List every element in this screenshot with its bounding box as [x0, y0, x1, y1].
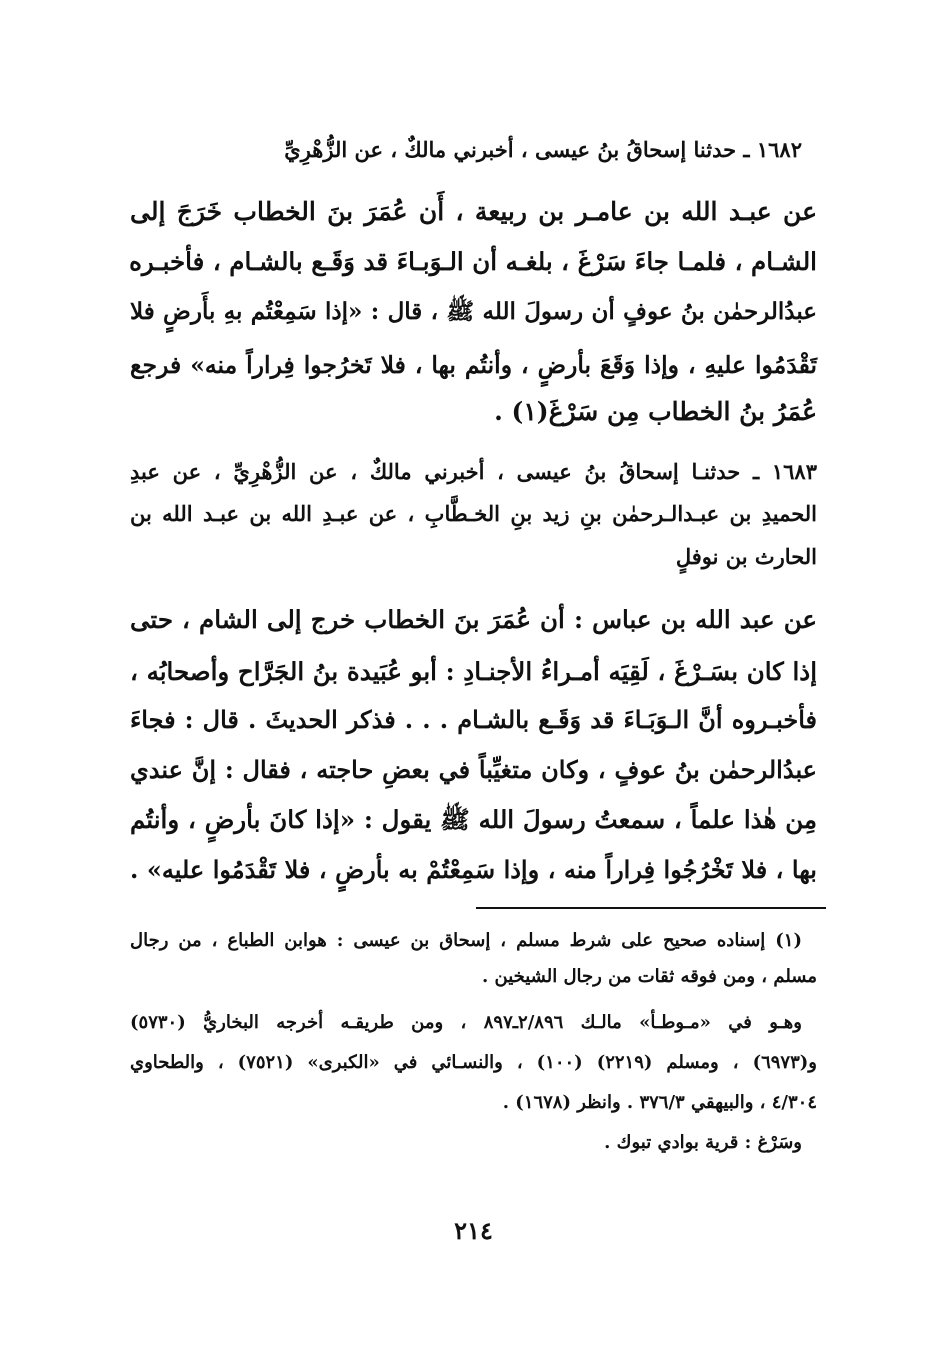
footnote-line: و(٦٩٧٣) ، ومسلم (٢٢١٩) (١٠٠) ، والنسـائي في «الكبرى» (٧٥٢١) ، والطحاوي: [130, 1052, 817, 1073]
hadith-1683-matn-line: عن عبد الله بن عباس : أن عُمَرَ بنَ الخطاب خرج إلى الشام ، حتى: [130, 605, 817, 634]
hadith-1682-matn-line: الشـام ، فلمـا جاءَ سَرْغَ ، بلغـه أن الـوَبـاءَ قد وَقَـع بالشـام ، فأخبـره: [129, 247, 817, 276]
footnote-line: مسلم ، ومن فوقه ثقات من رجال الشيخين .: [481, 966, 817, 987]
hadith-1683-matn-line: عبدُالرحمٰن بنُ عوفٍ ، وكان متغيِّباً في بعضِ حاجته ، فقال : إنَّ عندي: [130, 755, 817, 784]
hadith-1682-isnad: ١٦٨٢ ـ حدثنا إسحاقُ بنُ عيسى ، أخبرني مالكٌ ، عن الزُّهْرِيِّ: [284, 137, 802, 162]
footnote-line: ٤/٣٠٤ ، والبيهقي ٣٧٦/٣ . وانظر (١٦٧٨) .: [502, 1092, 817, 1113]
footnote-line: وهـو في «مـوطـأ» مالـك ٢/٨٩٦ـ٨٩٧ ، ومن طريقـه أخرجه البخاريُّ (٥٧٣٠): [130, 1012, 802, 1033]
hadith-1683-isnad-line: الحارث بن نوفلٍ: [675, 544, 817, 569]
hadith-1683-isnad-line: ١٦٨٣ ـ حدثنـا إسحاقُ بنُ عيسى ، أخبرني مالكٌ ، عن الزُّهْرِيِّ ، عن عبدِ: [130, 459, 817, 484]
hadith-1682-matn-line: عُمَرُ بنُ الخطاب مِن سَرْغَ(١) .: [494, 397, 817, 426]
footnote-separator: [476, 907, 826, 909]
hadith-1682-matn-line: تَقْدَمُوا عليهِ ، وإذا وَقَعَ بأرضٍ ، وأنتُم بها ، فلا تَخرُجوا فِراراً منه» فرجع: [130, 351, 817, 379]
hadith-1682-matn-line: عن عبـد الله بن عامـر بن ربيعة ، أَن عُمَرَ بنَ الخطاب خَرَجَ إلى: [130, 197, 817, 226]
hadith-1682-matn-line: عبدُالرحمٰن بنُ عوفٍ أن رسولَ الله ﷺ ، قال : «إذا سَمِعْتُم بهِ بأَرضٍ فلا: [130, 298, 817, 325]
hadith-1683-matn-line: بها ، فلا تَخْرُجُوا فِراراً منه ، وإذا سَمِعْتُمْ به بأرضٍ ، فلا تَقْدَمُوا عليه» .: [130, 855, 817, 884]
hadith-1683-isnad-line: الحميدِ بن عبـدالـرحمٰن بنِ زيد بنِ الخـطَّابِ ، عن عبـدِ الله بن عبـد الله بن: [130, 501, 817, 526]
footnote-line: (١) إسناده صحيح على شرط مسلم ، إسحاق بن عيسى : هوابن الطباع ، من رجال: [130, 930, 802, 951]
hadith-1683-matn-line: فأخبـروه أنَّ الـوَبَـاءَ قد وَقَـع بالشـام . . . فذكر الحديثَ . قال : فجاءَ: [130, 705, 817, 734]
hadith-1683-matn-line: مِن هٰذا علماً ، سمعتُ رسولَ الله ﷺ يقول : «إذا كانَ بأرضٍ ، وأنتُم: [130, 805, 817, 834]
hadith-1683-matn-line: إذا كان بسَـرْغَ ، لَقِيَه أمـراءُ الأجنـادِ : أبو عُبَيدة بنُ الجَرَّاح وأصحابُه ،: [130, 657, 817, 686]
footnote-line: وسَرْغ : قرية بوادي تبوك .: [604, 1132, 802, 1153]
page-number: ٢١٤: [454, 1216, 493, 1245]
